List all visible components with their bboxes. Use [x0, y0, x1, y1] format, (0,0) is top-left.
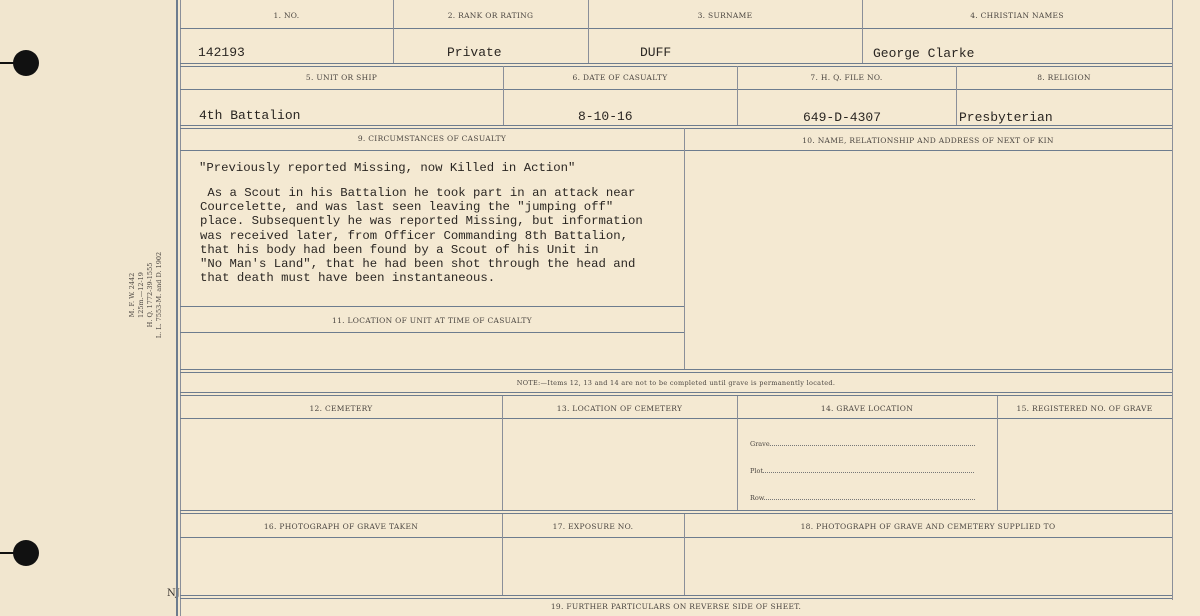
- hole-line: [0, 552, 20, 554]
- divider: [737, 396, 738, 510]
- rank: Private: [447, 45, 502, 60]
- divider: [180, 418, 1172, 419]
- divider: [588, 0, 589, 63]
- label-cemetery: 12. CEMETERY: [309, 404, 373, 413]
- hq-file-number: 649-D-4307: [803, 110, 882, 125]
- divider: [180, 28, 1172, 29]
- divider: [180, 537, 1172, 538]
- note: NOTE:—Items 12, 13 and 14 are not to be completed until grave is permanently located.: [516, 379, 836, 387]
- divider: [393, 0, 394, 63]
- label-photo-taken: 16. PHOTOGRAPH OF GRAVE TAKEN: [263, 522, 419, 531]
- divider: [180, 306, 684, 307]
- label-registered-no: 15. REGISTERED NO. OF GRAVE: [1016, 404, 1153, 413]
- label-next-of-kin: 10. NAME, RELATIONSHIP AND ADDRESS OF NEXT OF KIN: [802, 136, 1054, 145]
- christian-names: George Clarke: [873, 46, 975, 61]
- label-religion: 8. RELIGION: [1037, 73, 1091, 82]
- religion: Presbyterian: [959, 110, 1053, 125]
- ref-line: H. Q. 1772-39-1555: [146, 262, 154, 328]
- circumstances-heading: "Previously reported Missing, now Killed in Action": [199, 161, 576, 175]
- divider: [180, 332, 684, 333]
- divider: [180, 63, 1172, 67]
- service-number: 142193: [198, 45, 245, 60]
- ref-line: 125m.—12-19: [137, 272, 145, 318]
- circumstances-text: As a Scout in his Battalion he took part in an attack near Courcelette, and was last seen leaving the "jumping off" place. Subsequently he was reported Missing, but information was received later, from Officer Commanding 8th Battalion, that his body had been found by a Scout of his Unit in "No Man's Land", that he had been shot through the head and that death must have been instantaneous.: [200, 186, 643, 286]
- label-circumstances: 9. CIRCUMSTANCES OF CASUALTY: [357, 134, 507, 143]
- divider: [176, 0, 178, 616]
- divider: [502, 396, 503, 510]
- label-location-unit: 11. LOCATION OF UNIT AT TIME OF CASUALTY: [332, 316, 532, 325]
- unit: 4th Battalion: [199, 108, 301, 123]
- divider: [180, 369, 1172, 373]
- ref-line: L. L. 7553-M. and D. 1902: [155, 251, 163, 339]
- divider: [684, 128, 685, 369]
- divider: [1172, 0, 1173, 600]
- label-surname: 3. SURNAME: [697, 11, 753, 20]
- label-number: 1. NO.: [273, 11, 300, 20]
- divider: [180, 125, 1172, 129]
- initials: NJ: [167, 588, 180, 599]
- surname: DUFF: [640, 45, 672, 60]
- divider: [180, 89, 1172, 90]
- label-photo-supplied: 18. PHOTOGRAPH OF GRAVE AND CEMETERY SUPPLIED TO: [800, 522, 1056, 531]
- row-field: Row: [750, 494, 975, 502]
- label-location-cemetery: 13. LOCATION OF CEMETERY: [556, 404, 683, 413]
- form-reference: [128, 230, 164, 360]
- divider: [180, 595, 1172, 599]
- label-rank: 2. RANK OR RATING: [447, 11, 534, 20]
- ref-line: M. F. W. 2442: [128, 272, 136, 318]
- date-of-casualty: 8-10-16: [578, 109, 633, 124]
- divider: [180, 150, 1172, 151]
- label-exposure-no: 17. EXPOSURE NO.: [552, 522, 634, 531]
- divider: [180, 510, 1172, 514]
- label-unit: 5. UNIT OR SHIP: [305, 73, 378, 82]
- label-date: 6. DATE OF CASUALTY: [572, 73, 668, 82]
- plot-field: Plot: [750, 467, 974, 475]
- divider: [180, 392, 1172, 396]
- footer-note: 19. FURTHER PARTICULARS ON REVERSE SIDE OF SHEET.: [550, 602, 802, 611]
- hole-line: [0, 62, 20, 64]
- divider: [997, 396, 998, 510]
- grave-field: Grave: [750, 440, 975, 448]
- label-christian-names: 4. CHRISTIAN NAMES: [970, 11, 1064, 20]
- label-file-no: 7. H. Q. FILE NO.: [810, 73, 883, 82]
- divider: [862, 0, 863, 63]
- label-grave-location: 14. GRAVE LOCATION: [820, 404, 914, 413]
